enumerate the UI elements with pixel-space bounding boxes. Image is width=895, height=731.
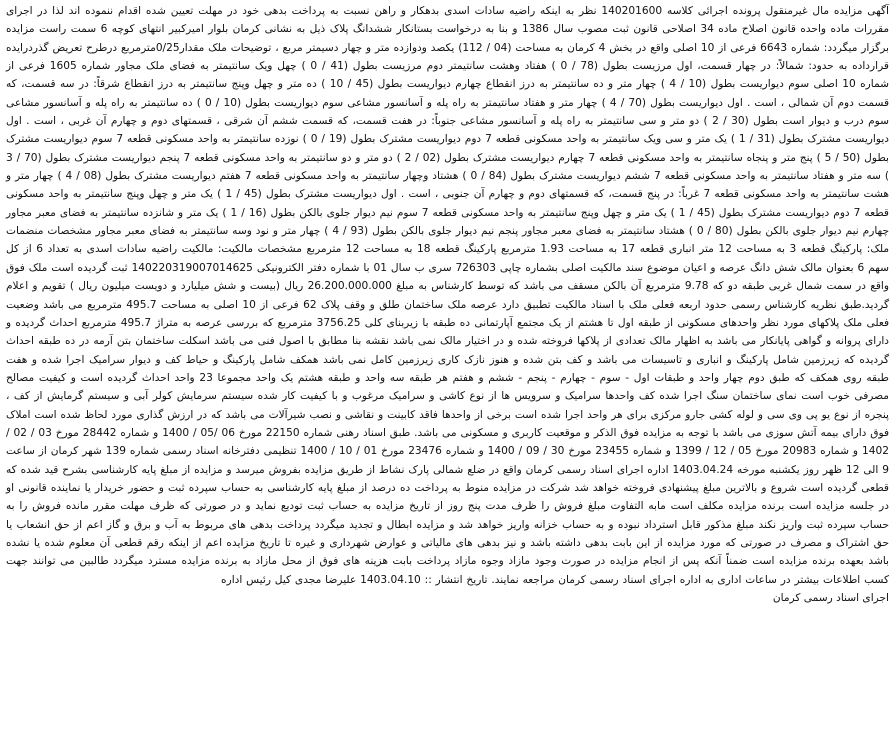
notice-body-text: آگهی مزایده مال غیرمنقول پرونده اجرائی کلاسه 140201600 نظر به اینکه راضیه سادات اسدی بدهکار و راهن نسبت به پرداخت بدهی خود در مهلت تعیین شده اقدام ننموده اند لذا در اجرای مقررات ماده واحده قانون اصلاح ماده 34 اصلاحی قانون ثبت مصوب سال 1386 و بنا به درخواست بستانکار ششدانگ پلاک ذیل به نشانی کرمان بلوار امیرکبیر انتهای کوچه 6 سمت راست مزایده برگزار میگردد: شماره 6643 فرعی از 10 اصلی واقع در بخش 4 کرمان به مساحت (04 / 112) یکصد ودوازده متر و چهار دسیمتر مربع ، توضیحات ملک مقدار0/25مترمربع درطرح تعریض گذردرایده قرارداده به حدود: شمالاً: در چهار قسمت، اول مرزیست بطول (78 / 0 ) هفتاد وهشت سانتیمتر دوم مرزیست بطول (41 / 0 ) چهل ویک سانتیمتر به فضای ملک مجاور شماره 1605 فرعی از شماره 10 اصلی سوم دیواریست بطول (10 / 4 ) چهار متر و ده سانتیمتر به درز انقطاع چهارم دیواریست بطول (45 / 10 ) ده متر و چهل وپنج سانتیمتر به درز انقطاع شرقاً: در سه قسمت، که قسمت دوم آن شمالی ، است . اول دیواریست بطول (70 / 4 ) چهار متر و هفتاد سانتیمتر به راه پله و آسانسور مشاعی سوم دیواریست بطول (10 / 0 ) ده سانتیمتر به راه پله و آسانسور مشاعی سوم درب و دیوار است بطول (30 / 2 ) دو متر و سی سانتیمتر به راه پله و آسانسور مشاعی جنوباً: در هفت قسمت، که قسمت ششم آن شرقی ، قسمتهای دوم و چهارم آن غربی ، است . اول دیواریست مشترک بطول (31 / 1 ) یک متر و سی ویک سانتیمتر به واحد مسکونی قطعه 7 دوم دیواریست مشترک بطول (19 / 0 ) نوزده سانتیمتر به واحد مسکونی قطعه 7 سوم دیواریست مشترک بطول (50 / 5 ) پنج متر و پنجاه سانتیمتر به واحد مسکونی قطعه 7 چهارم دیواریست مشترک بطول (02 / 2 ) دو متر و دو سانتیمتر به واحد مسکونی قطعه 7 پنجم دیواریست مشترک بطول (70 / 3 ) سه متر و هفتاد سانتیمتر به واحد مسکونی قطعه 7 ششم دیواریست مشترک بطول (84 / 0 ) هشتاد وچهار سانتیمتر به واحد مسکونی قطعه 7 هفتم دیواریست مشترک بطول (08 / 4 ) چهار متر و هشت سانتیمتر به واحد مسکونی قطعه 7 غرباً: در پنج قسمت، که قسمتهای دوم و چهارم آن جنوبی ، است . اول دیواریست مشترک بطول (45 / 1 ) یک متر و چهل وپنج سانتیمتر به واحد مسکونی قطعه 7 دوم دیواریست مشترک بطول (45 / 1 ) یک متر و چهل وپنج سانتیمتر به واحد مسکونی قطعه 7 سوم نیم دیوار جلوی بالکن بطول (16 / 1 ) یک متر و شانزده سانتیمتر به فضای معبر مجاور چهارم نیم دیوار جلوی بالکن بطول (80 / 0 ) هشتاد سانتیمتر به فضای معبر مجاور پنجم نیم دیوار جلوی بالکن بطول (93 / 4 ) چهار متر و نود وسه سانتیمتر به فضای معبر مجاور مشخصات منضمات ملک: پارکینگ قطعه 3 به مساحت 12 متر انباری قطعه 17 به مساحت 1.93 مترمربع پارکینگ قطعه 18 به مساحت 12 مترمربع مشخصات مالکیت: مالکیت راضیه سادات اسدی به تعداد 6 از کل سهم 6 بعنوان مالک شش دانگ عرصه و اعیان موضوع سند مالکیت اصلی بشماره چاپی 726303 سری ب سال 01 با شماره دفتر الکترونیکی 140220319007014625 ثبت گردیده است ملک فوق واقع در سمت شمال غربی طبقه دو که 9.78 مترمربع آن بالکن مسقف می باشد که توسط کارشناس به مبلغ 26.200.000.000 ریال (بیست و شش میلیارد و دویست میلیون ریال ) تقویم و اعلام گردید.طبق نظریه کارشناس رسمی حدود اربعه فعلی ملک با اسناد مالکیت تطبیق دارد عرصه ملک ساختمان طلق و وقف پلاک 62 فرعی از 10 اصلی به مساحت 495.7 مترمربع می باشد وضعیت فعلی ملک پلاکهای مورد نظر واحدهای مسکونی از طبقه اول تا هشتم از یک مجتمع آپارتمانی ده طبقه با زیربنای کلی 3756.25 مترمربع که بررسی عرصه به متراژ 495.7 مترمربع احداث گردیده و دارای پروانه و گواهی پایانکار می باشد به اظهار مالک تعدادی از پلاکها فروخته شده و در اختیار مالک نمی باشد نقشه بنا مطابق با اصول فنی می باشد اسکلت ساختمان بتن آرمه در ده طبقه احداث گردیده که زیرزمین شامل پارکینگ و انباری و تاسیسات می باشد و کف بتن شده و هنوز نازک کاری زیرزمین کامل نمی باشد همکف شامل پارکینگ و حیاط کف و دیوار سرامیک اجرا شده و هفت طبقه روی همکف که طبق دوم چهار واحد و طبقات اول - سوم - چهارم - پنجم - ششم و هفتم هر طبقه سه واحد و طبقه هشتم یک واحد مجموعا 23 واحد احداث گردیده است و کیفیت مصالح مصرفی خوب است نمای ساختمان سنگ اجرا شده کف واحدها سرامیک و سرویس ها از نوع کاشی و سرامیک مرغوب و با کیفیت کار شده سیستم سرمایش کولر آبی و سیستم گرمایش از کف ، پنجره از نوع یو پی وی سی و لوله کشی جارو مرکزی برای هر واحد اجرا شده است برخی از واحدها فاقد کابینت و نقاشی و نصب شیرآلات می باشد که در ارزش گذاری مورد لحاظ شده است املاک فوق دارای بیمه آتش سوزی می باشد با توجه به مزایده فوق الذکر و موقعیت کاربری و مسکونی می باشد. طبق اسناد رهنی شماره 22150 مورخ 06 /05 / 1400 و شماره 28442 مورخ 03 / 02 / 1402 و شماره 20983 مورخ 05 / 12 / 1399 و شماره 23455 مورخ 30 / 09 / 1400 و شماره 23476 مورخ 01 / 10 / 1400 تنظیمی دفترخانه اسناد رسمی شماره 139 شهر کرمان از ساعت 9 الی 12 ظهر روز یکشنبه مورخه 1403.04.24 اداره اجرای اسناد رسمی کرمان واقع در ضلع شمالی پارک نشاط از طریق مزایده بفروش میرسد و مزایده از مبلغ پایه کارشناسی بشرح قید شده که قطعی گردیده است شروع و بالاترین مبلغ پیشنهادی فروخته خواهد شد شرکت در مزایده منوط به پرداخت ده درصد از مبلغ پایه کارشناسی به حساب سپرده ثبت و حضور خریدار یا نماینده قانونی او در جلسه مزایده است برنده مزایده مکلف است مابه التفاوت مبلغ فروش را ظرف مدت پنج روز از تاریخ مزایده به حساب ثبت تودیع نماید و در صورتی که ظرف مهلت مقرر مانده فروش را به حساب سپرده ثبت واریز نکند مبلغ مذکور قابل استرداد نبوده و به حساب خزانه واریز خواهد شد و مزایده ابطال و تجدید میگردد پرداخت بدهی های مربوط به آب و برق و گاز اعم از حق انشعاب یا حق اشتراک و مصرف در صورتی که مورد مزایده از این بابت بدهی داشته باشد و نیز بدهی های مالیاتی و عوارض شهرداری و غیره تا تاریخ مزایده اعم از اینکه رقم قطعی آن معلوم شده یا نشده باشد بعهده برنده مزایده است ضمناً آنکه پس از انجام مزایده در صورت وجود مازاد وجوه مازاد پرداخت بابت هزینه های فوق از محل مازاد به برنده مزایده مسترد میگردد طالبین می توانند جهت کسب اطلاعات بیشتر در ساعات اداری به اداره اجرای اسناد رسمی کرمان مراجعه نمایند. تاریخ انتشار :: 1403.04.10 علیرضا مجدی کیل رئیس اداره [6,5,890,586]
notice-signature-line: اجرای اسناد رسمی کرمان [772,592,889,604]
